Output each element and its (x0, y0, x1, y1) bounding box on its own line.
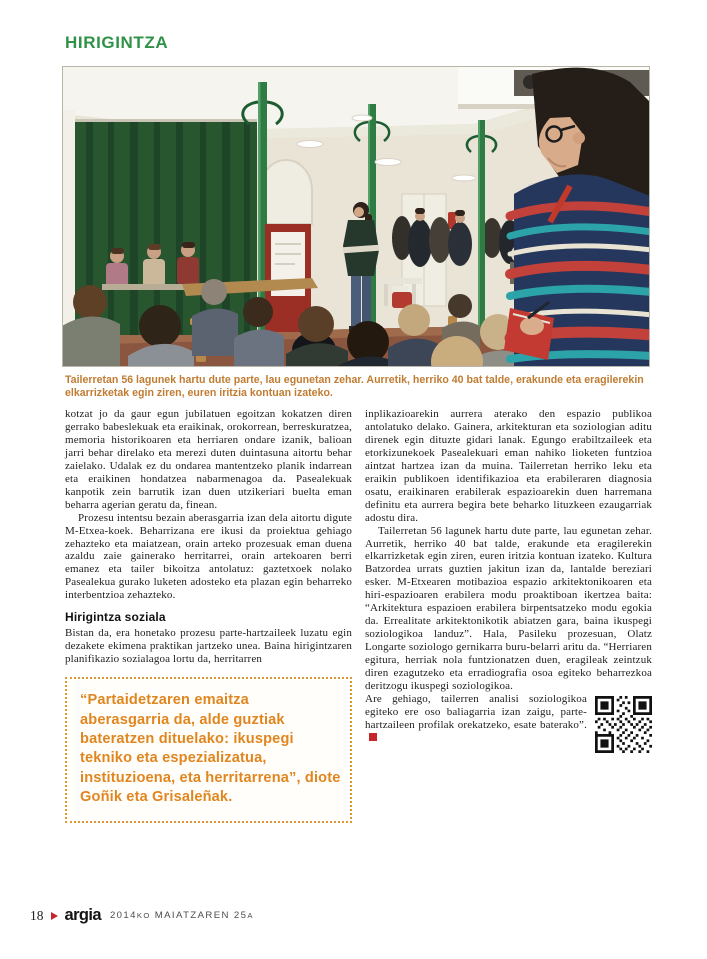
paragraph-tail: Are gehiago, tailerren analisi soziologikoa egiteko ere oso baliagarria izan zaigu, parte-hartzaileen profilak orekatzeko, esate baterako”. (365, 692, 587, 731)
issue-date: 2014KO MAIATZAREN 25A (109, 910, 254, 921)
workshop-photo-illustration (62, 66, 650, 367)
page-footer (30, 906, 254, 925)
article-body (65, 408, 653, 823)
footer-arrow-icon (51, 912, 58, 920)
paragraph: inplikazioarekin aurrera aterako den espazio publikoa antolatuko delako. Gainera, arkitekturan eta soziologian aditu direnek egin dituzte gidari lanak. Egungo erabiltzaileek eta etorkizunekoek Pasealekuari eman nahiko lioketen funtzioa aintzat hartzea izan da muina. Tailerretan herriko leku eta eraikin publikoen identifikazioa eta erabileraren diagnosia osatu, eraikinaren erabilerak espazioarekin duen harremana definitu eta aurrera begira bete beharko lituzkeen ezaugarriak adostu dira. (365, 408, 652, 524)
argia-logo: argia (64, 906, 101, 924)
subheading: Hirigintza soziala (65, 610, 166, 625)
article-end-mark (369, 733, 377, 741)
pull-quote-text: “Partaidetzaren emaitza aberasgarria da, alde guztiak bateratzen dituelako: ikuspegi tekniko eta espezializatua, instituzioena, eta herritarrena”, diote Goñik eta Grisaleñak. (80, 692, 341, 806)
paragraph-with-qr (365, 693, 652, 745)
section-label: HIRIGINTZA (65, 33, 169, 52)
page-number: 18 (30, 907, 44, 923)
qr-code[interactable] (595, 696, 652, 753)
left-column (65, 408, 352, 823)
paragraph: Tailerretan 56 lagunek hartu dute parte, lau egunetan zehar. Aurretik, herriko 40 bat talde, erakunde eta eragilerekin elkarrizketak egin ziren, euren iritzia kontuan izateko. Kultura Batzordea urrats guztien jakitun izan da, lantalde bereziari esker. M-Etxearen motibazioa espazio arkitektonikoaren eta hiri-espazioaren erabilera modu proaktiboan ikertzea baita: “Arkitektura espazioen erabilera birpentsatzeko modu egokia da. Errealitate arkitektonikotik abiatzen gara, baina ikuspegi soziologikoa landuz”. Hala, Pasileku prozesuan, Olatz Longarte soziologo gernikarra buru-belarri aritu da. “Herriaren egitura, herriak nola funtzionatzen duen, eragileak zeintzuk diren ezagutzeko eta erradiografia osoa egiteko beharrezkoa deritzogu ikuspegi soziologikoa. (365, 524, 652, 693)
paragraph: Bistan da, era honetako prozesu parte-hartzaileek luzatu egin dezakete ekimena praktikan jartzeko unea. Baina hirigintzaren planifikazio sozialagoa lortu da, herritarren (65, 627, 352, 666)
pull-quote-box (65, 677, 352, 822)
right-column (365, 408, 652, 823)
paragraph: kotzat jo da gaur egun jubilatuen egoitzan kokatzen diren gerrako babeslekuak eta eraikinak, orokorrean, berreskuratzea, memoria historikoaren eta herriaren ondare izanik, balioan jarri behar direlako eta merezi duten duintasuna aitortu behar zaielako. Udalak ez du ondarea mantentzeko planik indarrean eta eraikinen hondatzea nabarmenagoa da. Pasealekuak kanpotik zein barrutik izan duen utzikeriari buelta eman beharra agerian geratu da, finean. (65, 408, 352, 511)
paragraph: Prozesu intentsu bezain aberasgarria izan dela aitortu digute M-Etxea-koek. Beharrizana ere ikusi da proiektua gehiago zehazteko eta maiatzean, orain arteko prozesuak eman duena azaldu zaie gainerako herritarrei, orain artekoaren berri emanez eta tailer bikoitza antolatuz: gaztetxoek nolako Pasealekua gurako luketen adosteko eta plazan egin beharreko interbentzioa zehazteko. (65, 511, 352, 602)
workshop-photo (62, 66, 650, 367)
photo-caption: Tailerretan 56 lagunek hartu dute parte, lau egunetan zehar. Aurretik, herriko 40 bat talde, erakunde eta eragilerekin elkarrizketak egin ziren, euren iritzia kontuan izateko. (65, 374, 644, 400)
